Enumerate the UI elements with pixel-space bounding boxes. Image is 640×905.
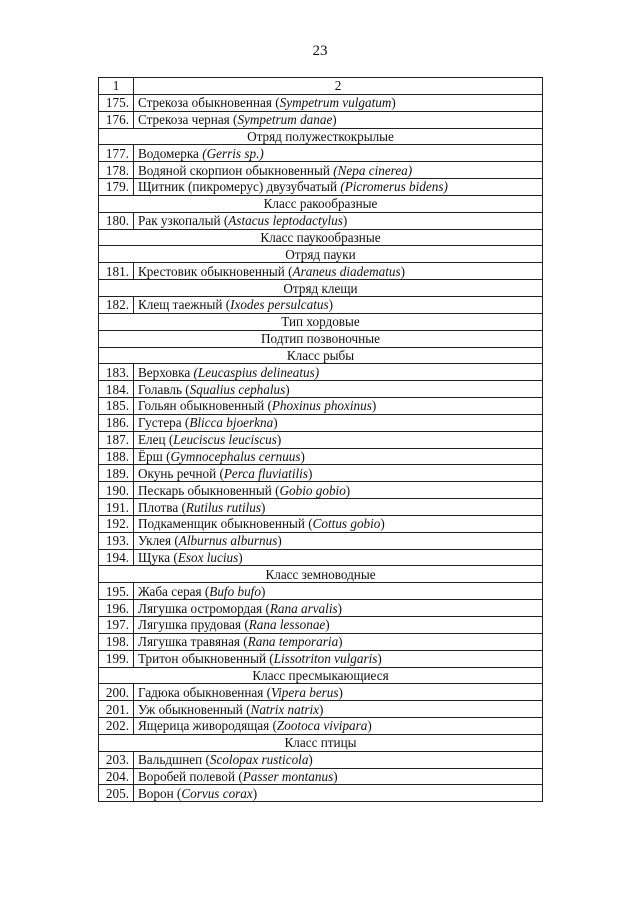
row-number: 198.	[99, 633, 134, 650]
closing-bracket: )	[261, 499, 266, 515]
section-heading: Класс паукообразные	[99, 229, 543, 246]
common-name: Водомерка	[138, 145, 203, 161]
species-name-cell	[134, 684, 543, 701]
species-name-cell	[134, 364, 543, 381]
species-row	[99, 718, 543, 735]
latin-name: Sympetrum vulgatum	[279, 95, 392, 111]
species-name-cell	[134, 162, 543, 179]
latin-name: Ixodes persulcatus	[230, 297, 329, 313]
latin-name: (Picromerus bidens)	[340, 179, 448, 195]
common-name: Вальдшнеп (	[138, 752, 210, 768]
species-row	[99, 381, 543, 398]
column-header-2: 2	[134, 78, 543, 95]
species-name-cell	[134, 431, 543, 448]
species-name-cell	[134, 515, 543, 532]
closing-bracket: )	[338, 634, 343, 650]
row-number: 204.	[99, 768, 134, 785]
species-row	[99, 751, 543, 768]
species-name-cell	[134, 768, 543, 785]
row-number: 195.	[99, 583, 134, 600]
latin-name: Esox lucius	[177, 550, 239, 566]
common-name: Крестовик обыкновенный (	[138, 263, 293, 279]
section-heading-row	[99, 229, 543, 246]
species-name-cell	[134, 145, 543, 162]
species-name-cell	[134, 482, 543, 499]
latin-name: Cottus gobio	[312, 516, 381, 532]
closing-bracket: )	[342, 213, 348, 229]
species-row	[99, 263, 543, 280]
species-name-cell	[134, 617, 543, 634]
latin-name: (Leucaspius delineatus)	[193, 364, 320, 380]
common-name: Уж обыкновенный (	[138, 701, 251, 717]
common-name: Жаба серая (	[138, 583, 210, 599]
row-number: 189.	[99, 465, 134, 482]
row-number: 188.	[99, 448, 134, 465]
closing-bracket: )	[300, 448, 305, 464]
common-name: Подкаменщик обыкновенный (	[138, 516, 313, 532]
common-name: Густера (	[138, 415, 190, 431]
closing-bracket: )	[337, 600, 343, 616]
page-number: 23	[312, 43, 328, 59]
latin-name: Vipera berus	[271, 684, 339, 700]
latin-name: Squalius cephalus	[189, 381, 286, 397]
section-heading: Класс ракообразные	[99, 195, 543, 212]
row-number: 185.	[99, 398, 134, 415]
closing-bracket: )	[328, 297, 334, 313]
section-heading-row	[99, 128, 543, 145]
species-row	[99, 448, 543, 465]
row-number: 177.	[99, 145, 134, 162]
species-row	[99, 414, 543, 431]
section-heading-row	[99, 347, 543, 364]
closing-bracket: )	[333, 769, 338, 785]
section-heading: Подтип позвоночные	[99, 330, 543, 347]
species-row	[99, 179, 543, 196]
common-name: Окунь речной (	[138, 465, 224, 481]
section-heading-row	[99, 246, 543, 263]
species-name-cell	[134, 398, 543, 415]
row-number: 184.	[99, 381, 134, 398]
row-number: 181.	[99, 263, 134, 280]
closing-bracket: )	[238, 550, 243, 566]
species-row	[99, 701, 543, 718]
row-number: 194.	[99, 549, 134, 566]
latin-name: Alburnus alburnus	[178, 533, 278, 549]
common-name: Ворон (	[138, 785, 182, 801]
common-name: Лягушка травяная (	[138, 634, 248, 650]
species-row	[99, 785, 543, 802]
row-number: 202.	[99, 718, 134, 735]
species-name-cell	[134, 701, 543, 718]
common-name: Стрекоза черная (	[138, 112, 238, 128]
latin-name: Araneus diadematus	[292, 263, 401, 279]
closing-bracket: )	[276, 432, 282, 448]
latin-name: Rana arvalis	[269, 600, 338, 616]
latin-name: Lissotriton vulgaris	[273, 651, 378, 667]
section-heading-row	[99, 313, 543, 330]
closing-bracket: )	[307, 465, 313, 481]
row-number: 197.	[99, 617, 134, 634]
row-number: 205.	[99, 785, 134, 802]
column-header-1: 1	[99, 78, 134, 95]
species-name-cell	[134, 212, 543, 229]
species-row	[99, 499, 543, 516]
row-number: 193.	[99, 532, 134, 549]
species-row	[99, 583, 543, 600]
common-name: Гольян обыкновенный (	[138, 398, 272, 414]
row-number: 201.	[99, 701, 134, 718]
species-row	[99, 532, 543, 549]
common-name: Елец (	[138, 432, 174, 448]
common-name: Плотва (	[138, 499, 186, 515]
latin-name: Scolopax rusticola	[209, 752, 309, 768]
common-name: Верховка	[138, 364, 194, 380]
section-heading-row	[99, 280, 543, 297]
common-name: Ящерица живородящая (	[138, 718, 277, 734]
row-number: 187.	[99, 431, 134, 448]
row-number: 176.	[99, 111, 134, 128]
row-number: 200.	[99, 684, 134, 701]
common-name: Водяной скорпион обыкновенный	[138, 162, 334, 178]
section-heading: Класс пресмыкающиеся	[99, 667, 543, 684]
row-number: 191.	[99, 499, 134, 516]
closing-bracket: )	[308, 752, 313, 768]
species-name-cell	[134, 94, 543, 111]
species-row	[99, 768, 543, 785]
species-name-cell	[134, 381, 543, 398]
latin-name: Rana temporaria	[247, 634, 339, 650]
species-row	[99, 650, 543, 667]
row-number: 180.	[99, 212, 134, 229]
common-name: Голавль (	[138, 381, 190, 397]
species-name-cell	[134, 600, 543, 617]
section-heading-row	[99, 330, 543, 347]
common-name: Стрекоза обыкновенная (	[138, 95, 280, 111]
row-number: 196.	[99, 600, 134, 617]
closing-bracket: )	[400, 263, 406, 279]
species-row	[99, 600, 543, 617]
latin-name: Bufo bufo	[209, 583, 261, 599]
latin-name: Phoxinus phoxinus	[271, 398, 372, 414]
latin-name: Passer montanus	[242, 769, 334, 785]
species-row	[99, 364, 543, 381]
table-header-row	[99, 78, 543, 95]
latin-name: Rutilus rutilus	[185, 499, 261, 515]
latin-name: (Nepa cinerea)	[333, 162, 413, 178]
species-row	[99, 398, 543, 415]
common-name: Ёрш (	[138, 448, 171, 464]
closing-bracket: )	[332, 112, 337, 128]
row-number: 178.	[99, 162, 134, 179]
section-heading: Класс рыбы	[99, 347, 543, 364]
species-row	[99, 296, 543, 313]
latin-name: Zootoca vivipara	[276, 718, 368, 734]
species-name-cell	[134, 633, 543, 650]
species-row	[99, 212, 543, 229]
closing-bracket: )	[325, 617, 330, 633]
species-name-cell	[134, 549, 543, 566]
species-row	[99, 515, 543, 532]
section-heading: Тип хордовые	[99, 313, 543, 330]
latin-name: Natrix natrix	[250, 701, 320, 717]
common-name: Щука (	[138, 550, 178, 566]
row-number: 192.	[99, 515, 134, 532]
species-table-body	[99, 78, 543, 802]
closing-bracket: )	[371, 398, 377, 414]
closing-bracket: )	[377, 651, 382, 667]
common-name: Рак узкопалый (	[138, 213, 229, 229]
common-name: Воробей полевой (	[138, 769, 243, 785]
latin-name: (Gerris sp.)	[202, 145, 264, 161]
latin-name: Blicca bjoerkna	[189, 415, 274, 431]
row-number: 182.	[99, 296, 134, 313]
row-number: 199.	[99, 650, 134, 667]
latin-name: Perca fluviatilis	[223, 465, 308, 481]
section-heading: Отряд полужесткокрылые	[99, 128, 543, 145]
species-row	[99, 431, 543, 448]
species-name-cell	[134, 111, 543, 128]
species-row	[99, 482, 543, 499]
section-heading: Отряд пауки	[99, 246, 543, 263]
row-number: 190.	[99, 482, 134, 499]
latin-name: Corvus corax	[181, 785, 253, 801]
species-name-cell	[134, 263, 543, 280]
section-heading: Отряд клещи	[99, 280, 543, 297]
species-name-cell	[134, 785, 543, 802]
section-heading-row	[99, 667, 543, 684]
latin-name: Gobio gobio	[279, 482, 346, 498]
section-heading-row	[99, 734, 543, 751]
species-name-cell	[134, 296, 543, 313]
closing-bracket: )	[273, 415, 278, 431]
closing-bracket: )	[260, 583, 266, 599]
species-name-cell	[134, 532, 543, 549]
species-row	[99, 633, 543, 650]
latin-name: Leuciscus leuciscus	[173, 432, 277, 448]
latin-name: Sympetrum danae	[237, 112, 333, 128]
closing-bracket: )	[285, 381, 290, 397]
species-name-cell	[134, 499, 543, 516]
section-heading-row	[99, 566, 543, 583]
species-name-cell	[134, 583, 543, 600]
row-number: 186.	[99, 414, 134, 431]
species-row	[99, 145, 543, 162]
latin-name: Rana lessonae	[248, 617, 326, 633]
common-name: Уклея (	[138, 533, 179, 549]
species-row	[99, 549, 543, 566]
row-number: 179.	[99, 179, 134, 196]
row-number: 183.	[99, 364, 134, 381]
common-name: Лягушка прудовая (	[138, 617, 249, 633]
row-number: 203.	[99, 751, 134, 768]
common-name: Пескарь обыкновенный (	[138, 482, 280, 498]
closing-bracket: )	[338, 684, 343, 700]
closing-bracket: )	[380, 516, 385, 532]
common-name: Гадюка обыкновенная (	[138, 684, 272, 700]
species-name-cell	[134, 414, 543, 431]
closing-bracket: )	[391, 95, 396, 111]
closing-bracket: )	[319, 701, 324, 717]
species-row	[99, 465, 543, 482]
section-heading: Класс птицы	[99, 734, 543, 751]
species-name-cell	[134, 465, 543, 482]
species-row	[99, 684, 543, 701]
species-table	[98, 77, 543, 802]
species-row	[99, 111, 543, 128]
row-number: 175.	[99, 94, 134, 111]
latin-name: Astacus leptodactylus	[228, 213, 343, 229]
species-name-cell	[134, 179, 543, 196]
species-row	[99, 617, 543, 634]
species-row	[99, 162, 543, 179]
species-name-cell	[134, 751, 543, 768]
closing-bracket: )	[345, 482, 351, 498]
common-name: Щитник (пикромерус) двузубчатый	[138, 179, 341, 195]
common-name: Клещ таежный (	[138, 297, 231, 313]
common-name: Тритон обыкновенный (	[138, 651, 274, 667]
section-heading-row	[99, 195, 543, 212]
closing-bracket: )	[367, 718, 372, 734]
species-name-cell	[134, 718, 543, 735]
closing-bracket: )	[252, 785, 258, 801]
species-name-cell	[134, 650, 543, 667]
latin-name: Gymnocephalus cernuus	[170, 448, 301, 464]
section-heading: Класс земноводные	[99, 566, 543, 583]
closing-bracket: )	[277, 533, 282, 549]
species-name-cell	[134, 448, 543, 465]
common-name: Лягушка остромордая (	[138, 600, 270, 616]
species-row	[99, 94, 543, 111]
